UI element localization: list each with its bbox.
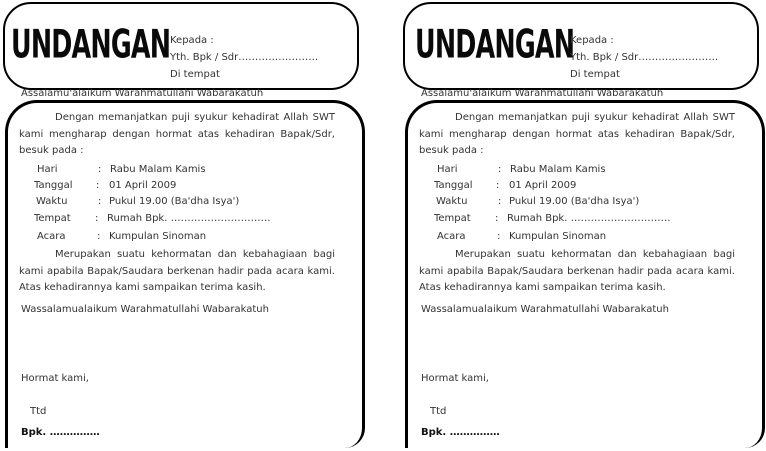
detail-value: 01 April 2009 [109, 180, 177, 191]
closing-text: Merupakan suatu kehormatan dan kebahagiaan bagi kami apabila Bapak/Saudara berkenan hadir pada acara kami. Atas kehadirannya kami sampaikan terima kasih. [419, 249, 735, 293]
regards: Hormat kami, [421, 373, 489, 384]
kepada-label: Kepada : [570, 35, 614, 46]
detail-label: Waktu [436, 196, 468, 207]
signature: Ttd [30, 406, 47, 417]
opening-text: Dengan memanjatkan puji syukur kehadirat Allah SWT kami mengharap dengan hormat atas kehadiran Bapak/Sdr, besuk pada : [19, 112, 335, 156]
detail-value: Rumah Bpk. ………………………… [507, 213, 671, 224]
signer-name: Bpk. …………… [421, 427, 500, 438]
detail-label: Tempat [434, 213, 471, 224]
detail-colon: : [98, 164, 102, 175]
detail-value: Kumpulan Sinoman [109, 231, 207, 242]
farewell: Wassalamualaikum Warahmatullahi Wabarakatuh [421, 304, 669, 315]
detail-colon: : [495, 213, 499, 224]
signer-name: Bpk. …………… [21, 427, 100, 438]
detail-value: 01 April 2009 [509, 180, 577, 191]
detail-label: Tanggal [434, 180, 473, 191]
detail-value: Rabu Malam Kamis [110, 164, 206, 175]
detail-label: Hari [37, 164, 58, 175]
opening-text: Dengan memanjatkan puji syukur kehadirat Allah SWT kami mengharap dengan hormat atas kehadiran Bapak/Sdr, besuk pada : [419, 112, 735, 156]
detail-label: Acara [37, 231, 66, 242]
kepada-label: Kepada : [170, 35, 214, 46]
closing-paragraph [419, 247, 735, 297]
opening-paragraph [19, 110, 335, 160]
header-box [3, 2, 359, 90]
invitation-title: UNDANGAN [415, 22, 575, 68]
detail-value: Kumpulan Sinoman [509, 231, 607, 242]
detail-label: Acara [437, 231, 466, 242]
header-box [403, 2, 759, 90]
regards: Hormat kami, [21, 373, 89, 384]
detail-label: Tempat [34, 213, 71, 224]
detail-colon: : [96, 180, 100, 191]
invitation-card-right [400, 0, 766, 451]
invitation-title: UNDANGAN [11, 22, 171, 68]
detail-colon: : [498, 164, 502, 175]
opening-paragraph [419, 110, 735, 160]
recipient-line: Yth. Bpk / Sdr…………………… [570, 52, 719, 63]
farewell: Wassalamualaikum Warahmatullahi Wabarakatuh [21, 304, 269, 315]
detail-label: Waktu [36, 196, 68, 207]
detail-value: Rumah Bpk. ………………………… [107, 213, 271, 224]
closing-paragraph [19, 247, 335, 297]
greeting: Assalamu'alaikum Warahmatullahi Wabarakatuh [421, 88, 664, 99]
greeting: Assalamu'alaikum Warahmatullahi Wabarakatuh [21, 88, 264, 99]
closing-text: Merupakan suatu kehormatan dan kebahagiaan bagi kami apabila Bapak/Saudara berkenan hadir pada acara kami. Atas kehadirannya kami sampaikan terima kasih. [19, 249, 335, 293]
detail-colon: : [98, 196, 102, 207]
detail-colon: : [97, 231, 101, 242]
location-line: Di tempat [170, 69, 220, 80]
detail-label: Hari [437, 164, 458, 175]
invitation-card-left [0, 0, 366, 451]
location-line: Di tempat [570, 69, 620, 80]
detail-colon: : [95, 213, 99, 224]
detail-value: Rabu Malam Kamis [510, 164, 606, 175]
detail-value: Pukul 19.00 (Ba'dha Isya') [109, 196, 240, 207]
detail-label: Tanggal [34, 180, 73, 191]
detail-colon: : [498, 196, 502, 207]
detail-value: Pukul 19.00 (Ba'dha Isya') [509, 196, 640, 207]
detail-colon: : [496, 180, 500, 191]
detail-colon: : [497, 231, 501, 242]
signature: Ttd [430, 406, 447, 417]
recipient-line: Yth. Bpk / Sdr…………………… [170, 52, 319, 63]
